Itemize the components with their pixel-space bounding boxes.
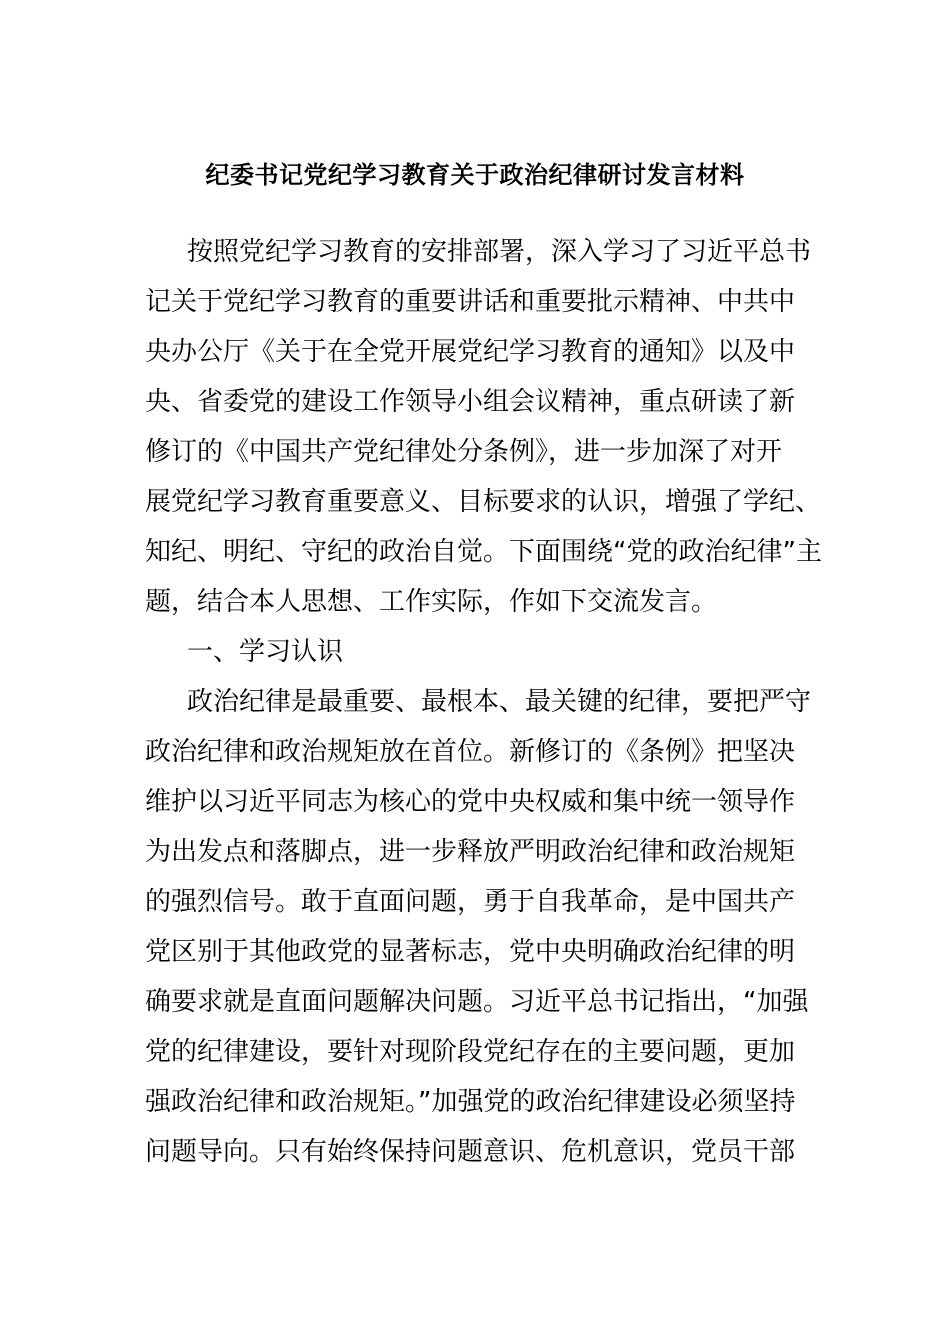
paragraph-line: 知纪、明纪、守纪的政治自觉。下面围绕“党的政治纪律”主 <box>145 537 822 567</box>
document-title: 纪委书记党纪学习教育关于政治纪律研讨发言材料 <box>205 161 745 189</box>
paragraph-line: 强政治纪律和政治规矩。”加强党的政治纪律建设必须坚持 <box>145 1087 796 1117</box>
document-body <box>145 232 822 1182</box>
paragraph-line: 党的纪律建设，要针对现阶段党纪存在的主要问题，更加 <box>145 1037 796 1067</box>
paragraph-line: 党区别于其他政党的显著标志，党中央明确政治纪律的明 <box>145 937 796 967</box>
paragraph-line: 维护以习近平同志为核心的党中央权威和集中统一领导作 <box>145 787 796 817</box>
paragraph-line: 政治纪律是最重要、最根本、最关键的纪律，要把严守 <box>187 687 812 717</box>
paragraph-line: 按照党纪学习教育的安排部署，深入学习了习近平总书 <box>187 237 812 267</box>
paragraph-line: 央、省委党的建设工作领导小组会议精神，重点研读了新 <box>145 387 796 417</box>
paragraph-line: 展党纪学习教育重要意义、目标要求的认识，增强了学纪、 <box>145 487 822 517</box>
paragraph-line: 央办公厅《关于在全党开展党纪学习教育的通知》以及中 <box>145 337 796 367</box>
paragraph-line: 政治纪律和政治规矩放在首位。新修订的《条例》把坚决 <box>145 737 796 767</box>
paragraph-line: 题，结合本人思想、工作实际，作如下交流发言。 <box>145 587 718 617</box>
paragraph-line: 的强烈信号。敢于直面问题，勇于自我革命，是中国共产 <box>145 887 796 917</box>
paragraph-line: 确要求就是直面问题解决问题。习近平总书记指出，“加强 <box>145 987 809 1017</box>
paragraph-line: 问题导向。只有始终保持问题意识、危机意识，党员干部 <box>145 1137 796 1167</box>
paragraph-line: 为出发点和落脚点，进一步释放严明政治纪律和政治规矩 <box>145 837 796 867</box>
paragraph-line: 修订的《中国共产党纪律处分条例》，进一步加深了对开 <box>145 437 783 467</box>
section-heading: 一、学习认识 <box>187 637 344 667</box>
paragraph-line: 记关于党纪学习教育的重要讲话和重要批示精神、中共中 <box>145 287 796 317</box>
